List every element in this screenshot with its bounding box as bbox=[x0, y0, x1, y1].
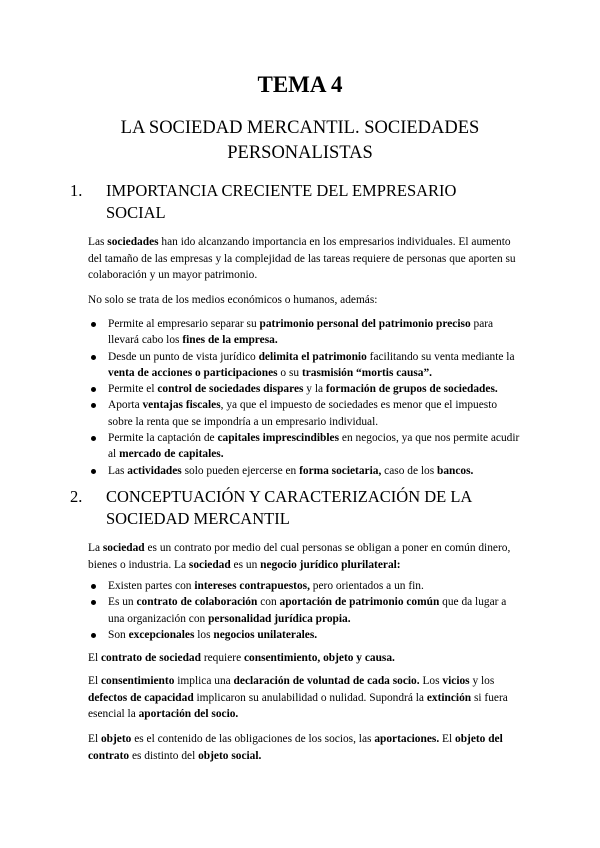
bold-text: negocio jurídico plurilateral: bbox=[260, 558, 401, 571]
text-run: Desde un punto de vista jurídico bbox=[108, 350, 259, 363]
bold-text: objeto bbox=[100, 733, 132, 745]
section-2-title: CONCEPTUACIÓN Y CARACTERIZACIÓN DE LA SOCIEDAD MERCANTIL bbox=[106, 487, 472, 528]
list-item bbox=[88, 397, 522, 430]
text-run: que da lugar a una organización con bbox=[108, 596, 507, 625]
text-run: implica una bbox=[174, 675, 234, 687]
text-run: Permite la captación de bbox=[108, 432, 218, 445]
bullet-icon bbox=[91, 633, 96, 638]
text-run: Los bbox=[419, 675, 443, 687]
text-run: facilitando su venta mediante la bbox=[366, 350, 515, 363]
text-run: es el contenido de las obligaciones de los socios, las bbox=[131, 733, 375, 745]
list-item bbox=[88, 316, 522, 349]
text-run: han ido alcanzando importancia en los empresarios individuales. El aumento del tamaño de las empresas y la complejidad de las tareas requiere de personas que aporten su colaboración y un mayor patrimonio. bbox=[88, 236, 516, 281]
list-item bbox=[88, 349, 522, 382]
bold-text: vicios bbox=[442, 675, 470, 687]
bold-text: aportación del socio. bbox=[138, 708, 239, 720]
bold-text: aportaciones. bbox=[374, 733, 440, 745]
text-run: El bbox=[88, 675, 101, 687]
text-run: los bbox=[194, 628, 214, 641]
bold-text: contrato de colaboración bbox=[136, 596, 258, 609]
bullet-icon bbox=[91, 387, 96, 392]
text-run: o su bbox=[277, 366, 302, 379]
bullet-icon bbox=[91, 584, 96, 589]
bold-text: excepcionales bbox=[128, 628, 195, 641]
bold-text: formación de grupos de sociedades. bbox=[325, 383, 498, 396]
bold-text: venta de acciones o participaciones bbox=[108, 366, 278, 379]
bold-text: defectos de capacidad bbox=[88, 691, 194, 704]
text-run: y los bbox=[469, 675, 495, 687]
list-item bbox=[88, 430, 522, 463]
text-run: si fuera esencial la bbox=[88, 691, 508, 720]
bold-text: declaración de voluntad de cada socio. bbox=[233, 675, 420, 687]
list-item bbox=[88, 463, 522, 479]
text-run: para llevará cabo los bbox=[108, 318, 494, 347]
bold-text: sociedad bbox=[102, 542, 145, 554]
bullet-icon bbox=[91, 600, 96, 605]
text-run: con bbox=[257, 596, 280, 609]
text-run: y la bbox=[303, 383, 326, 396]
bold-text: capitales imprescindibles bbox=[217, 432, 340, 445]
bold-text: negocios unilaterales. bbox=[213, 628, 318, 641]
bold-text: consentimiento bbox=[100, 675, 175, 687]
text-run: Las bbox=[108, 464, 128, 477]
text-run: No solo se trata de los medios económicos o humanos, además: bbox=[88, 294, 378, 306]
bold-text: fines de la empresa. bbox=[182, 334, 278, 347]
bold-text: consentimiento, objeto y causa. bbox=[243, 652, 395, 664]
text-run: caso de los bbox=[381, 464, 437, 477]
bold-text: extinción bbox=[426, 691, 472, 704]
bold-text: personalidad jurídica propia. bbox=[208, 612, 351, 625]
text-run: Permite al empresario separar su bbox=[108, 318, 260, 330]
text-run: Las bbox=[88, 236, 108, 248]
bold-text: actividades bbox=[127, 464, 182, 477]
text-run: solo pueden ejercerse en bbox=[181, 464, 300, 477]
text-run: Son bbox=[108, 628, 129, 641]
text-run: Permite el bbox=[108, 383, 158, 396]
text-run: El bbox=[439, 733, 455, 745]
bullet-icon bbox=[91, 355, 96, 360]
list-item bbox=[88, 627, 522, 643]
bold-text: objeto del contrato bbox=[88, 733, 503, 762]
bullet-icon bbox=[91, 469, 96, 474]
s1-paragraph-1 bbox=[88, 234, 522, 284]
bullet-icon bbox=[91, 322, 96, 327]
bold-text: objeto social. bbox=[198, 749, 262, 762]
text-run: El bbox=[88, 733, 101, 745]
bold-text: patrimonio personal del patrimonio preciso bbox=[259, 318, 471, 330]
bold-text: ventajas fiscales bbox=[142, 399, 221, 412]
bold-text: contrato de sociedad bbox=[100, 652, 201, 664]
s2-paragraph-2 bbox=[88, 650, 522, 667]
s2-bullet-list bbox=[88, 578, 522, 643]
bold-text: intereses contrapuestos, bbox=[194, 580, 310, 592]
text-run: La bbox=[88, 542, 103, 554]
section-1-number: 1. bbox=[70, 181, 83, 200]
s2-paragraph-1 bbox=[88, 540, 522, 573]
text-run: Es un bbox=[108, 596, 137, 609]
section-2-heading bbox=[70, 486, 508, 530]
bold-text: sociedades bbox=[107, 236, 159, 248]
text-run: es distinto del bbox=[129, 749, 199, 762]
text-run: , ya que el impuesto de sociedades es menor que el impuesto sobre la renta que se impondría a un empresario individual. bbox=[108, 399, 498, 428]
text-run: El bbox=[88, 652, 101, 664]
section-1-title: IMPORTANCIA CRECIENTE DEL EMPRESARIO SOCIAL bbox=[106, 181, 457, 222]
text-run: en negocios, ya que nos permite acudir al bbox=[108, 432, 520, 461]
bold-text: control de sociedades dispares bbox=[157, 383, 304, 396]
page-title: TEMA 4 bbox=[257, 72, 343, 97]
s2-paragraph-3 bbox=[88, 673, 522, 723]
bold-text: trasmisión “mortis causa”. bbox=[301, 366, 432, 379]
text-run: es un bbox=[230, 558, 261, 571]
bold-text: bancos. bbox=[437, 464, 474, 477]
page-subtitle: LA SOCIEDAD MERCANTIL. SOCIEDADES PERSONALISTAS bbox=[120, 118, 480, 163]
list-item bbox=[88, 381, 522, 397]
text-run: es un contrato por medio del cual personas se obligan a poner en común dinero, bienes o industria. La bbox=[88, 542, 511, 571]
text-run: pero orientados a un fin. bbox=[309, 580, 424, 592]
list-item bbox=[88, 578, 522, 594]
bold-text: mercado de capitales. bbox=[119, 448, 224, 461]
text-run: requiere bbox=[200, 652, 244, 664]
section-1-heading bbox=[70, 180, 508, 224]
bold-text: delimita el patrimonio bbox=[258, 350, 367, 363]
list-item bbox=[88, 594, 522, 627]
s1-paragraph-2 bbox=[88, 292, 522, 309]
text-run: Existen partes con bbox=[108, 580, 195, 592]
bold-text: aportación de patrimonio común bbox=[279, 596, 440, 609]
bullet-icon bbox=[91, 436, 96, 441]
bullet-icon bbox=[91, 403, 96, 408]
s1-bullet-list bbox=[88, 316, 522, 479]
text-run: Aporta bbox=[108, 399, 143, 412]
bold-text: sociedad bbox=[188, 558, 231, 571]
section-2-number: 2. bbox=[70, 487, 83, 506]
bold-text: forma societaria, bbox=[299, 464, 382, 477]
s2-paragraph-4 bbox=[88, 731, 522, 764]
text-run: implicaron su anulabilidad o nulidad. Supondrá la bbox=[193, 691, 427, 704]
